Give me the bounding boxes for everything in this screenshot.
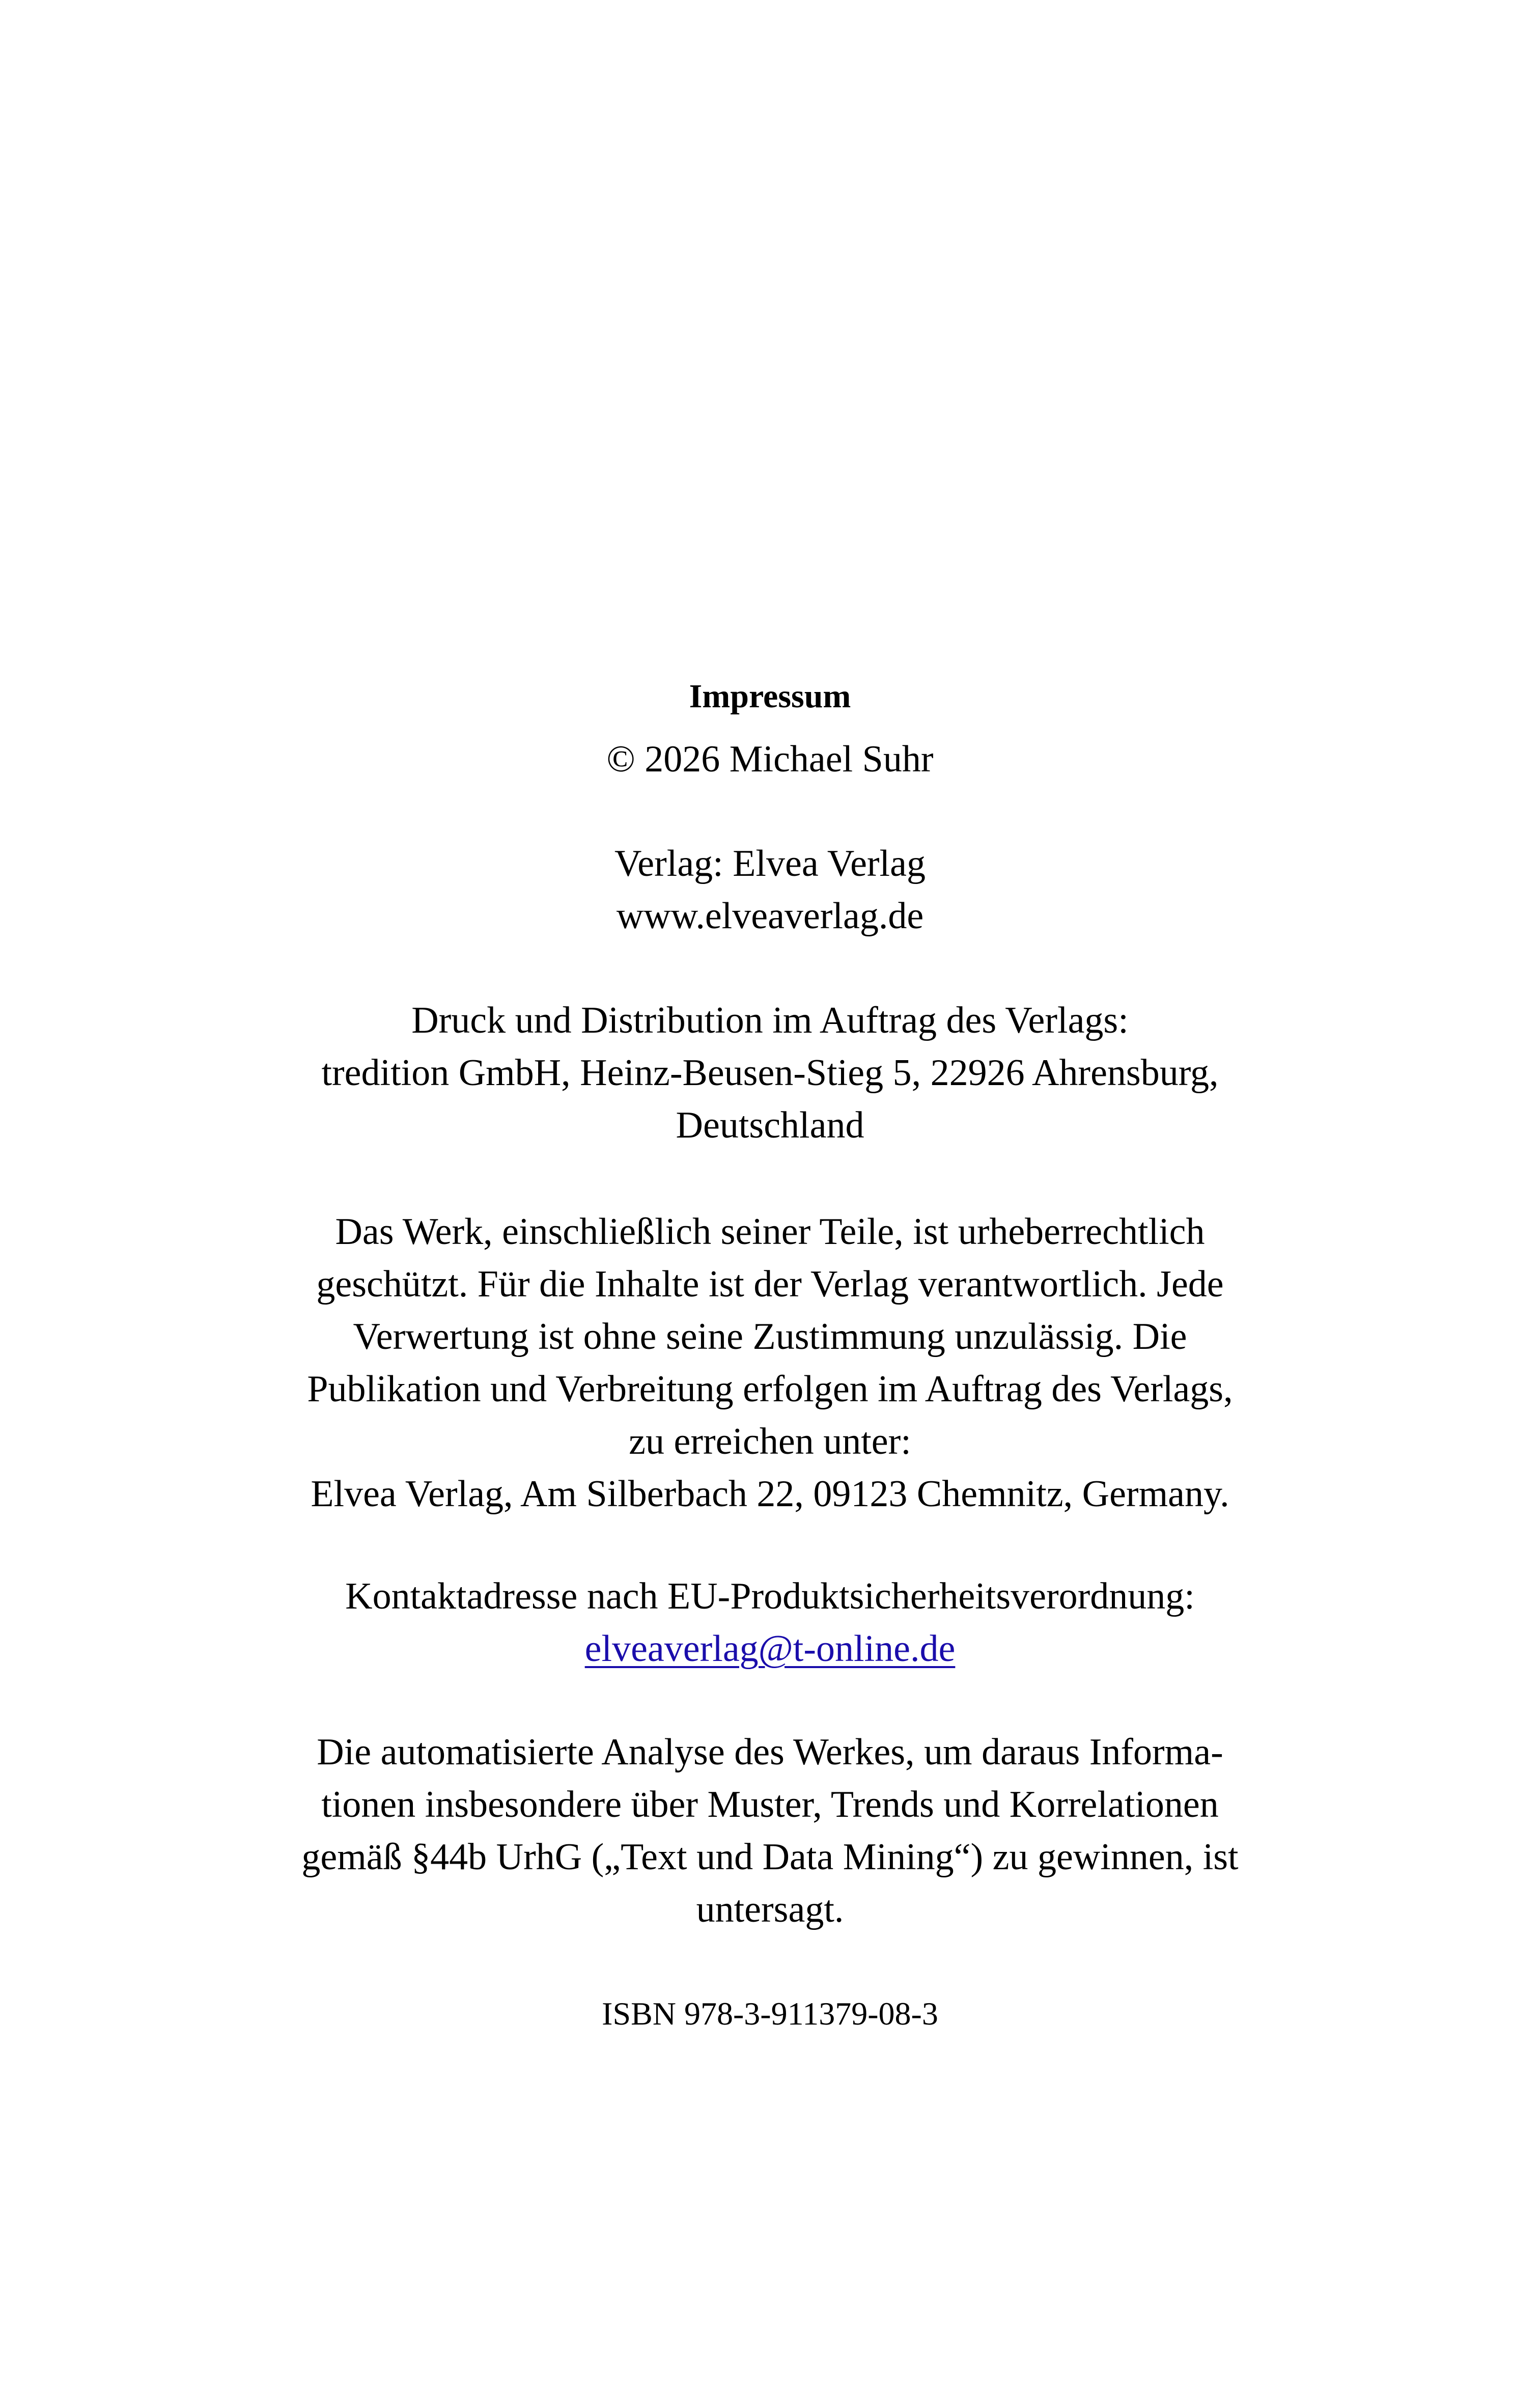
rights-line-3: Verwertung ist ohne seine Zustimmung unzulässig. Die xyxy=(353,1316,1187,1358)
rights-line-2: geschützt. Für die Inhalte ist der Verlag verantwortlich. Jede xyxy=(316,1263,1224,1305)
contact-block xyxy=(239,1570,1301,1675)
rights-line-5: zu erreichen unter: xyxy=(629,1421,911,1462)
tdm-line-1: Die automatisierte Analyse des Werkes, um daraus Informa- xyxy=(317,1731,1223,1773)
contact-heading: Kontaktadresse nach EU-Produktsicherheitsverordnung: xyxy=(345,1575,1195,1617)
rights-line-6: Elvea Verlag, Am Silberbach 22, 09123 Chemnitz, Germany. xyxy=(311,1473,1229,1515)
rights-line-1: Das Werk, einschließlich seiner Teile, ist urheberrechtlich xyxy=(335,1211,1205,1253)
publisher-name: Verlag: Elvea Verlag xyxy=(614,843,926,884)
text-data-mining-notice xyxy=(239,1726,1301,1936)
tdm-line-3: gemäß §44b UrhG („Text und Data Mining“) zu gewinnen, ist xyxy=(301,1836,1239,1878)
print-distribution-heading: Druck und Distribution im Auftrag des Verlags: xyxy=(411,1000,1129,1041)
publisher-website: www.elveaverlag.de xyxy=(616,895,924,937)
rights-line-4: Publikation und Verbreitung erfolgen im Auftrag des Verlags, xyxy=(307,1368,1233,1410)
tdm-line-4: untersagt. xyxy=(696,1889,844,1930)
publisher-block xyxy=(239,838,1301,943)
imprint-title: Impressum xyxy=(689,678,851,715)
printer-address-line-2: Deutschland xyxy=(676,1104,864,1146)
printer-address-line-1: tredition GmbH, Heinz-Beusen-Stieg 5, 22926 Ahrensburg, xyxy=(321,1052,1219,1094)
print-distribution-block xyxy=(239,994,1301,1152)
contact-email-line xyxy=(239,1623,1301,1675)
isbn-number: ISBN 978-3-911379-08-3 xyxy=(602,1996,938,2032)
tdm-line-2: tionen insbesondere über Muster, Trends und Korrelationen xyxy=(321,1784,1219,1825)
copyright-notice: © 2026 Michael Suhr xyxy=(606,738,934,780)
copyright-rights-paragraph xyxy=(239,1206,1301,1520)
contact-email-link[interactable]: elveaverlag@t-online.de xyxy=(584,1628,956,1670)
